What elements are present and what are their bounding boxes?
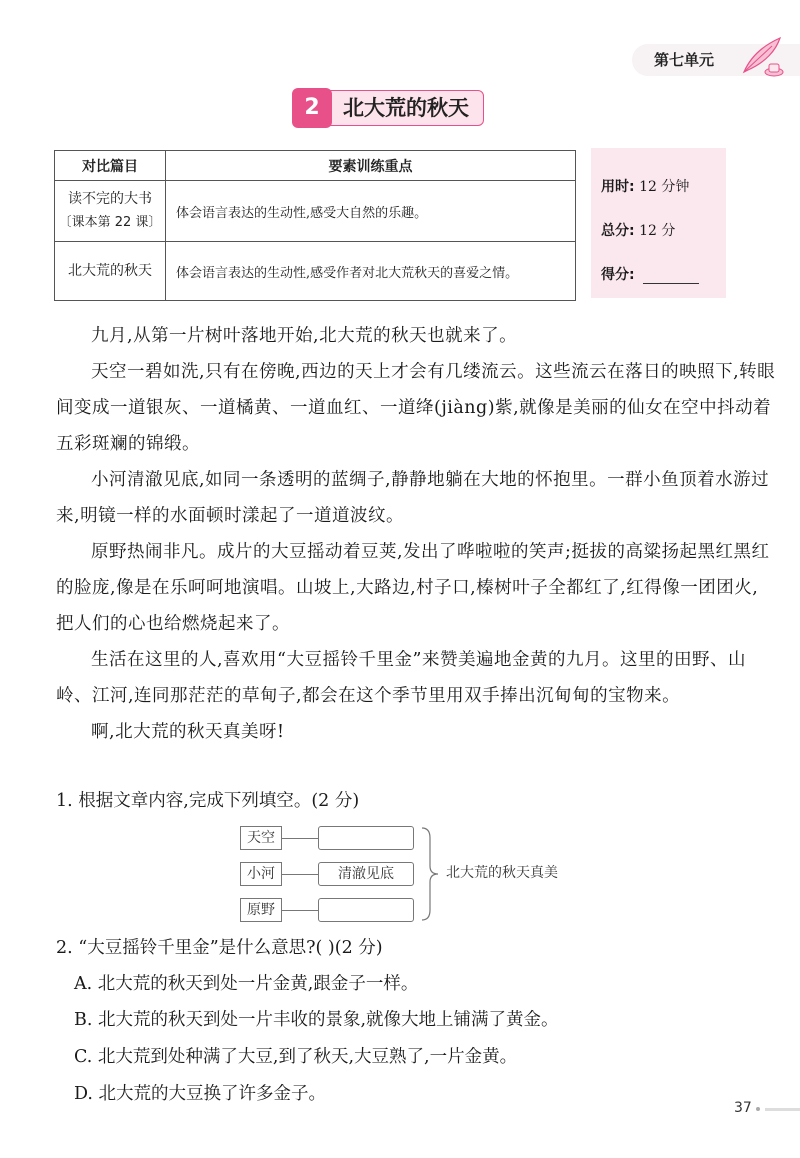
textbook-reference: 〔课本第 22 课〕	[58, 215, 162, 230]
total-label: 总分:	[601, 223, 635, 239]
time-label: 用时:	[601, 179, 635, 195]
passage-paragraph: 天空一碧如洗,只有在傍晚,西边的天上才会有几缕流云。这些流云在落日的映照下,转眼间变成一道银灰、一道橘黄、一道血红、一道绛(jiàng)紫,就像是美丽的仙女在空中抖动着五彩斑斓的锦缎。	[56, 362, 776, 454]
comparison-title: 北大荒的秋天	[68, 262, 152, 279]
answer-box[interactable]: 清澈见底	[318, 862, 414, 886]
score-row	[601, 264, 699, 284]
score-box	[591, 148, 726, 298]
passage-paragraph: 啊,北大荒的秋天真美呀!	[91, 722, 285, 742]
passage-paragraph: 原野热闹非凡。成片的大豆摇动着豆荚,发出了哗啦啦的笑声;挺拔的高粱扬起黑红黑红的脸庞,像是在乐呵呵地演唱。山坡上,大路边,村子口,榛树叶子全都红了,红得像一团团火,把人们的心也给燃烧起来了。	[56, 542, 770, 634]
score-blank[interactable]	[643, 269, 699, 284]
option-a[interactable]: A. 北大荒的秋天到处一片金黄,跟金子一样。	[74, 974, 419, 994]
page-number: 37	[734, 1100, 752, 1116]
diagram-label: 小河	[240, 862, 282, 886]
answer-box[interactable]	[318, 898, 414, 922]
comparison-table	[54, 150, 576, 301]
reading-passage	[56, 318, 776, 750]
table-cell-title	[55, 181, 166, 242]
answer-box[interactable]	[318, 826, 414, 850]
time-row	[601, 176, 689, 196]
option-c[interactable]: C. 北大荒到处种满了大豆,到了秋天,大豆熟了,一片金黄。	[74, 1047, 518, 1067]
passage-paragraph: 小河清澈见底,如同一条透明的蓝绸子,静静地躺在大地的怀抱里。一群小鱼顶着水游过来,明镜一样的水面顿时漾起了一道道波纹。	[56, 470, 770, 526]
page-bar	[765, 1108, 800, 1111]
time-value: 12 分钟	[639, 179, 690, 195]
total-row	[601, 220, 675, 240]
question-1: 1. 根据文章内容,完成下列填空。(2 分)	[56, 791, 360, 811]
diagram-summary: 北大荒的秋天真美	[446, 865, 558, 881]
passage-paragraph: 生活在这里的人,喜欢用“大豆摇铃千里金”来赞美遍地金黄的九月。这里的田野、山岭、江河,连同那茫茫的草甸子,都会在这个季节里用双手捧出沉甸甸的宝物来。	[56, 650, 746, 706]
diagram-label: 原野	[240, 898, 282, 922]
option-d[interactable]: D. 北大荒的大豆换了许多金子。	[74, 1084, 327, 1104]
score-label: 得分:	[601, 267, 635, 283]
lesson-number: 2	[292, 88, 332, 128]
table-cell-focus: 体会语言表达的生动性,感受大自然的乐趣。	[166, 181, 576, 242]
quill-pen-icon	[736, 34, 788, 78]
lesson-title-text: 北大荒的秋天	[324, 90, 484, 126]
brace-icon	[420, 826, 440, 922]
table-row	[55, 181, 576, 242]
unit-tab	[632, 44, 800, 76]
table-row	[55, 242, 576, 301]
passage-paragraph: 九月,从第一片树叶落地开始,北大荒的秋天也就来了。	[91, 326, 518, 346]
table-header-cell: 要素训练重点	[166, 151, 576, 181]
comparison-title: 读不完的大书	[68, 191, 152, 207]
page-dot	[756, 1107, 760, 1111]
diagram-connector	[281, 838, 318, 839]
table-header-row	[55, 151, 576, 181]
diagram-connector	[281, 874, 318, 875]
diagram-connector	[281, 910, 318, 911]
total-value: 12 分	[639, 223, 676, 239]
table-header-cell: 对比篇目	[55, 151, 166, 181]
diagram-label: 天空	[240, 826, 282, 850]
unit-label: 第七单元	[654, 51, 715, 69]
option-b[interactable]: B. 北大荒的秋天到处一片丰收的景象,就像大地上铺满了黄金。	[74, 1010, 559, 1030]
question-2: 2. “大豆摇铃千里金”是什么意思?( )(2 分)	[56, 938, 383, 958]
table-cell-title	[55, 242, 166, 301]
table-cell-focus: 体会语言表达的生动性,感受作者对北大荒秋天的喜爱之情。	[166, 242, 576, 301]
